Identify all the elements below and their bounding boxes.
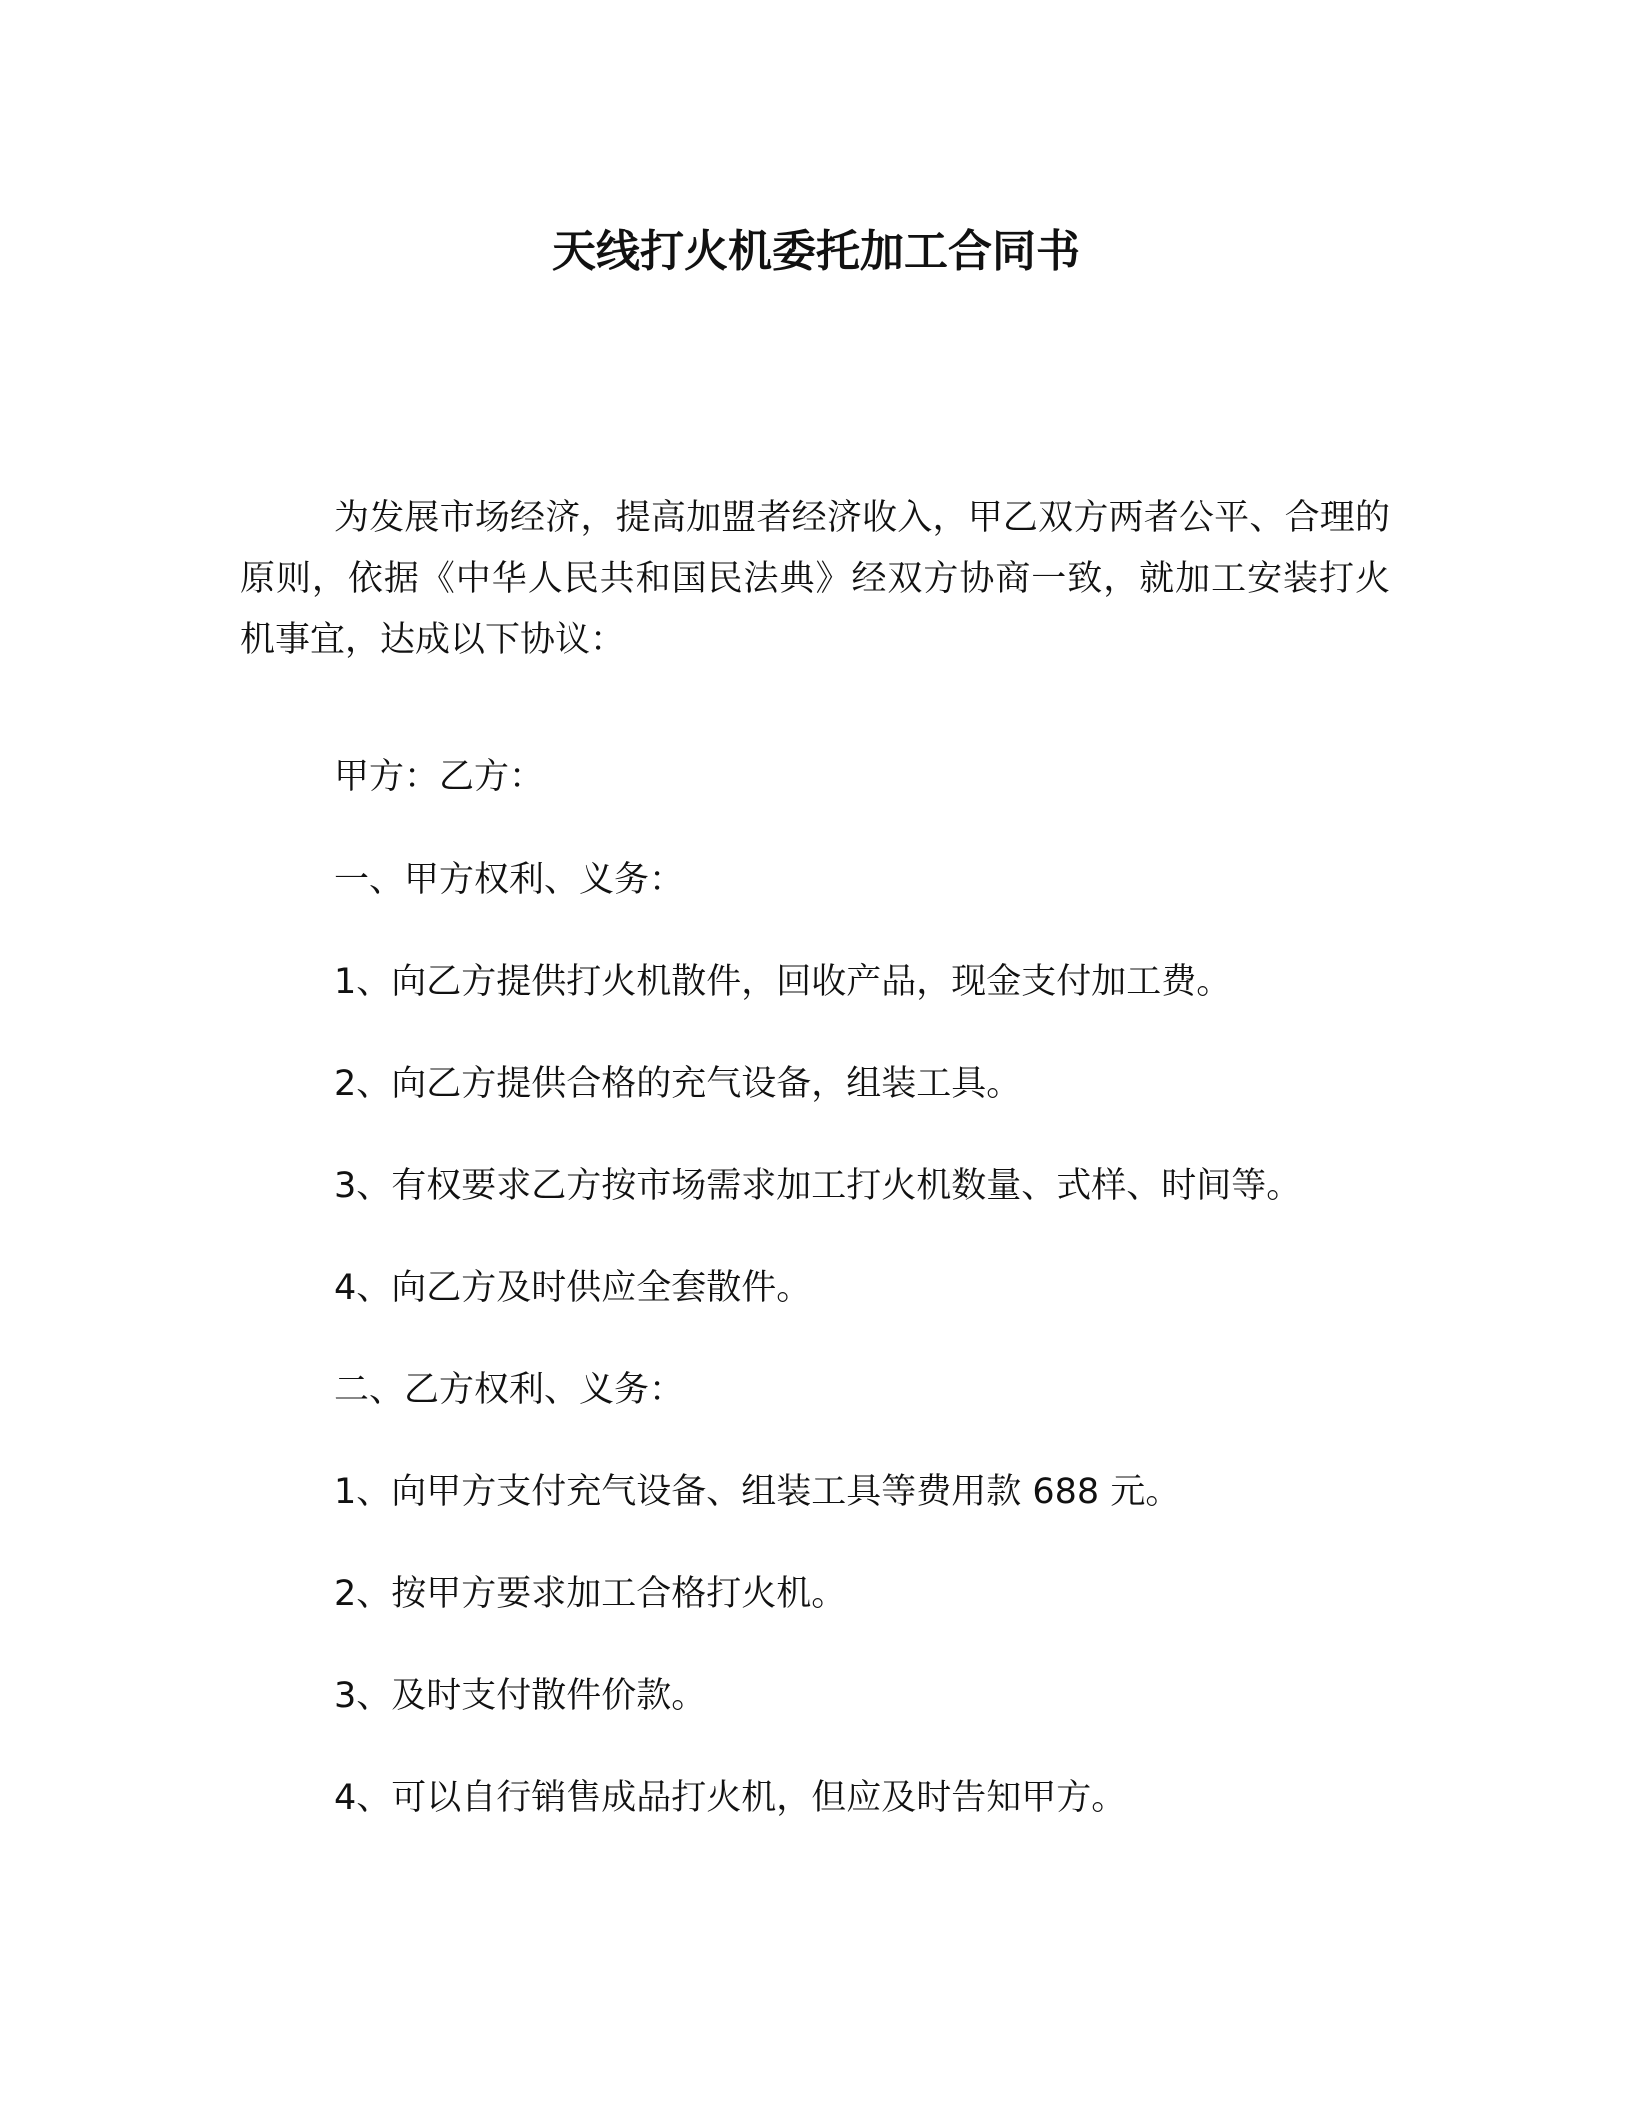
section2-item-2: 2、按甲方要求加工合格打火机。 (334, 1574, 847, 1614)
parties-line: 甲方：乙方： (334, 757, 545, 797)
document-title: 天线打火机委托加工合同书 (552, 226, 1080, 277)
section1-item-3: 3、有权要求乙方按市场需求加工打火机数量、式样、时间等。 (334, 1166, 1302, 1206)
section1-item-4: 4、向乙方及时供应全套散件。 (334, 1268, 812, 1308)
intro-paragraph: 为发展市场经济，提高加盟者经济收入，甲乙双方两者公平、合理的原则，依据《中华人民共和国民法典》经双方协商一致，就加工安装打火机事宜，达成以下协议： (240, 498, 1390, 660)
section2-item-3: 3、及时支付散件价款。 (334, 1676, 707, 1716)
section2-item-1: 1、向甲方支付充气设备、组装工具等费用款 688 元。 (334, 1472, 1181, 1512)
section1-item-1: 1、向乙方提供打火机散件，回收产品，现金支付加工费。 (334, 962, 1232, 1002)
section1-item-2: 2、向乙方提供合格的充气设备，组装工具。 (334, 1064, 1022, 1104)
section1-heading: 一、甲方权利、义务： (334, 860, 685, 900)
section2-item-4: 4、可以自行销售成品打火机，但应及时告知甲方。 (334, 1778, 1127, 1818)
section2-heading: 二、乙方权利、义务： (334, 1370, 685, 1410)
